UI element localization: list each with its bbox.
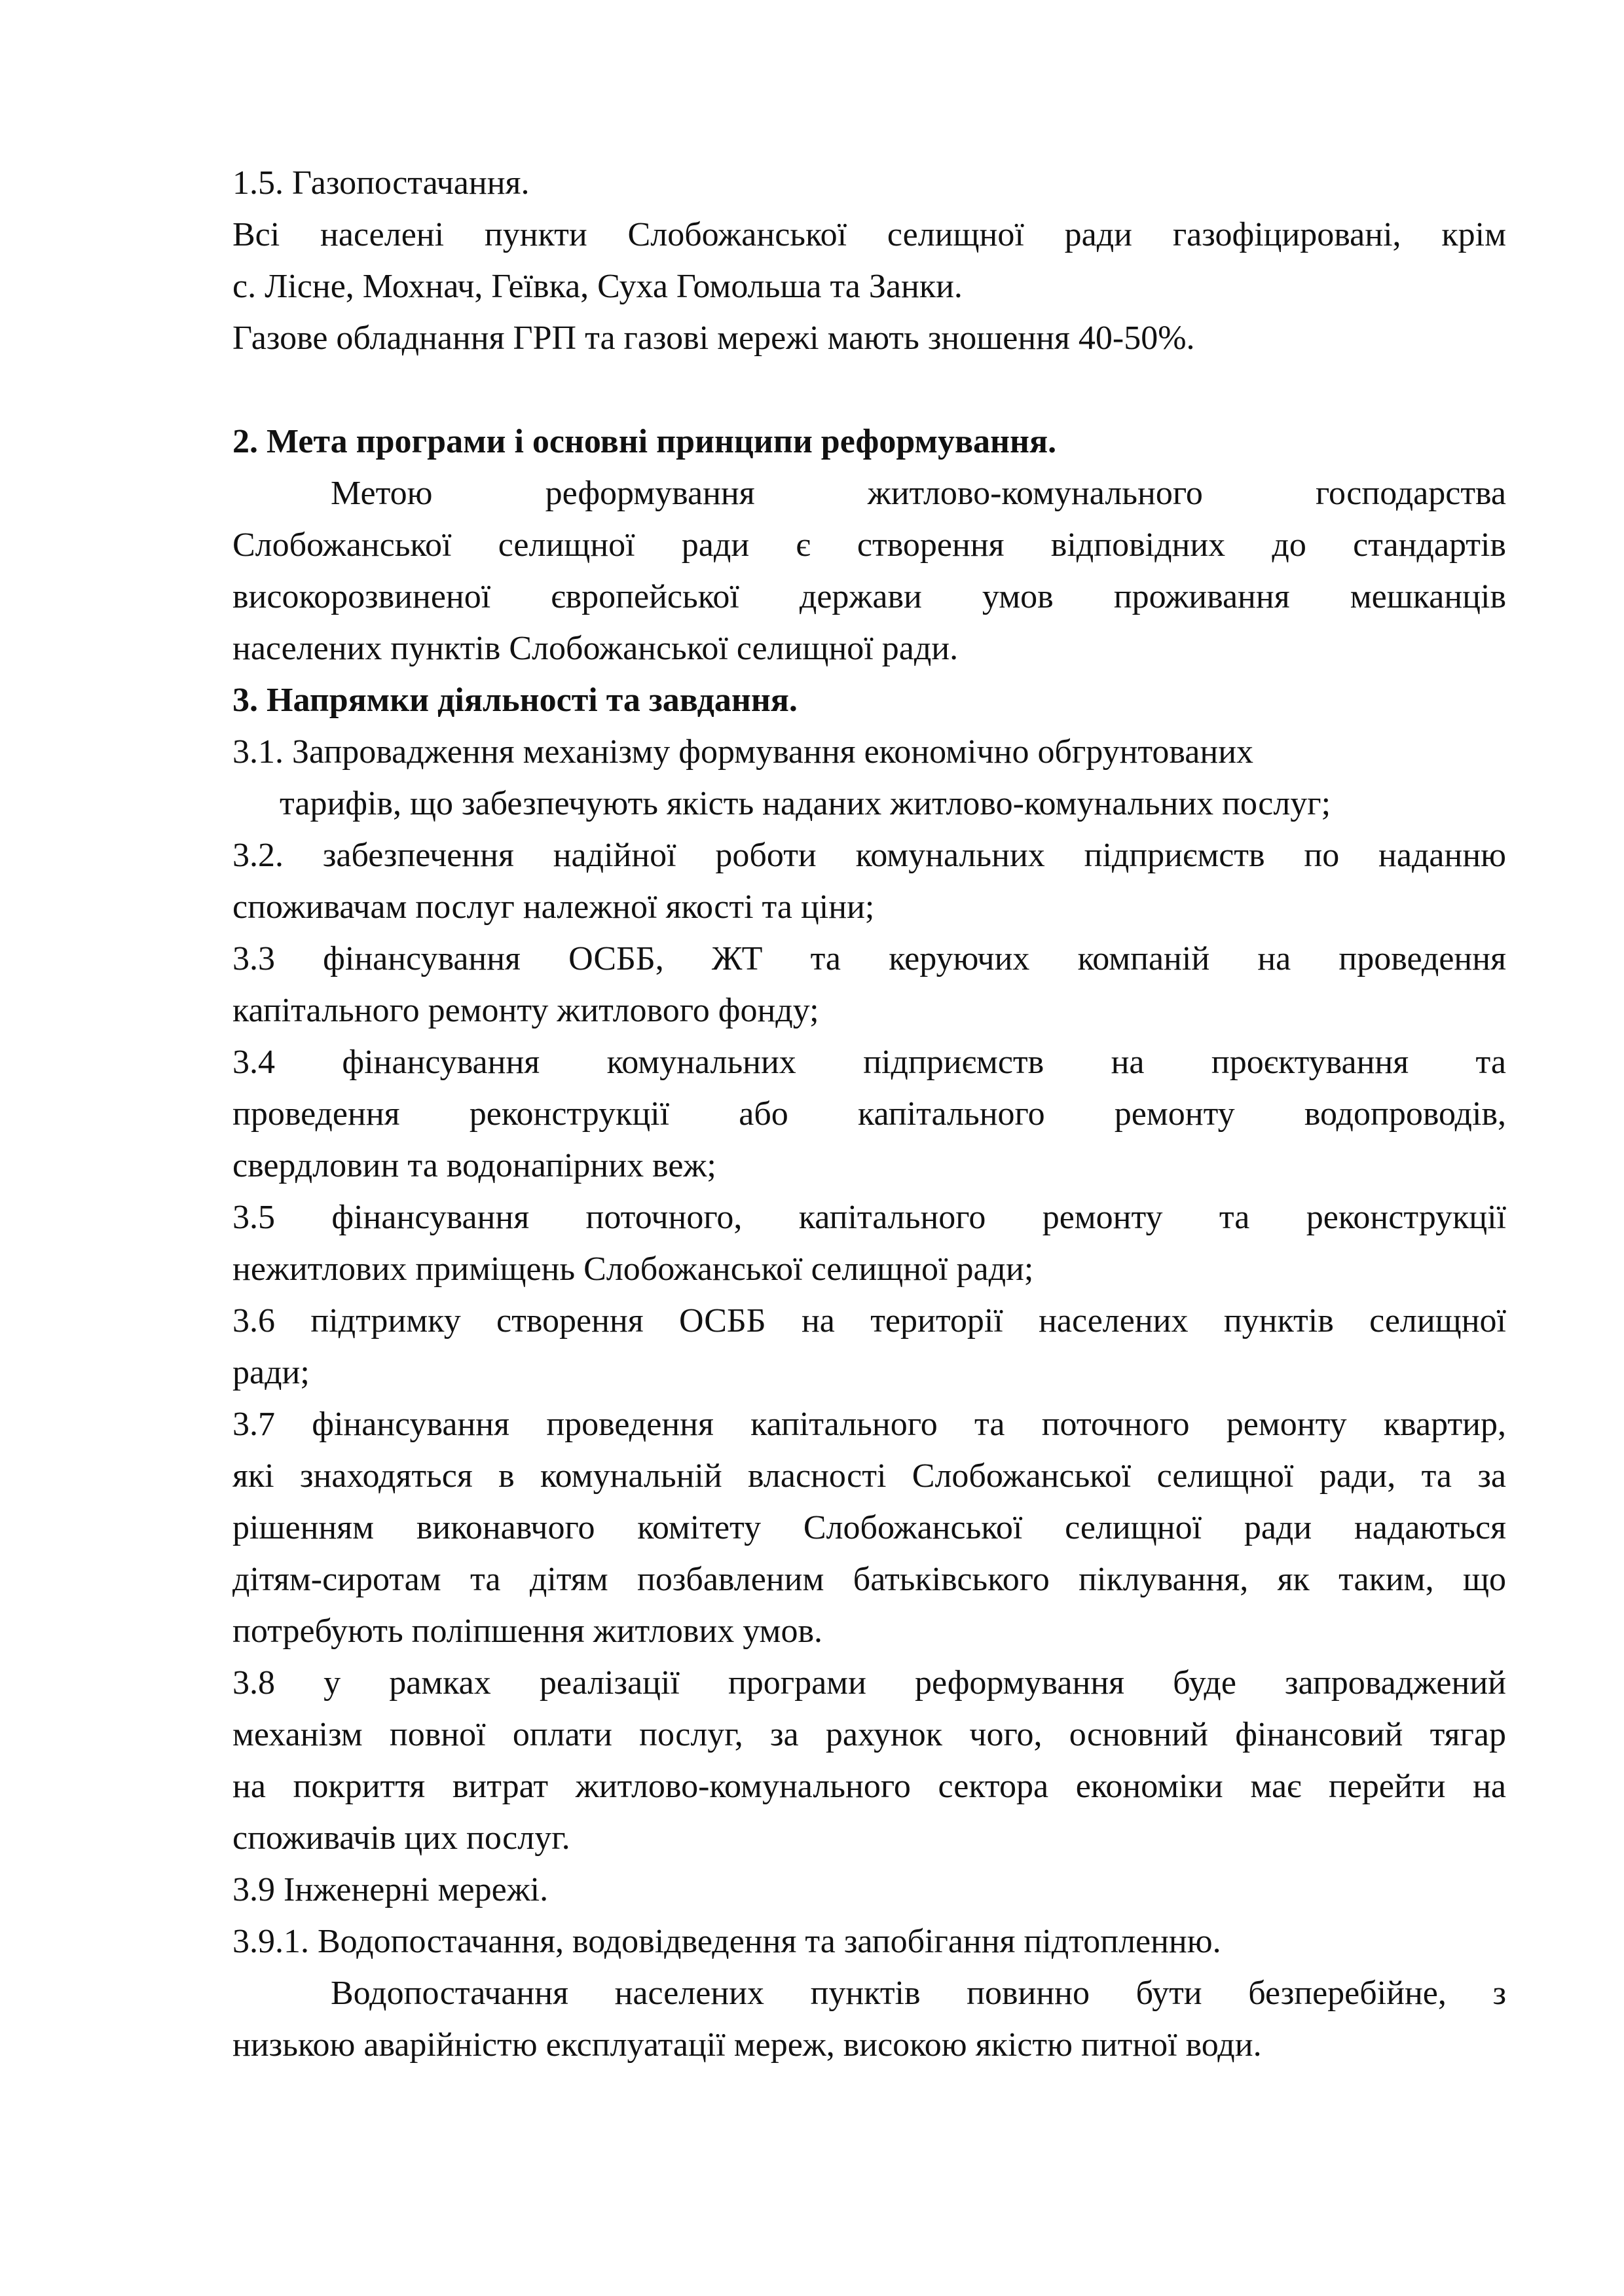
item-3-7: які знаходяться в комунальній власності Слобожанської селищної ради, та за <box>232 1457 1506 1495</box>
item-3-8: споживачів цих послуг. <box>232 1819 570 1857</box>
section-3-heading: 3. Напрямки діяльності та завдання. <box>232 682 798 719</box>
item-3-7: потребують поліпшення житлових умов. <box>232 1613 823 1650</box>
paragraph-line: Метою реформування житлово-комунального господарства <box>331 475 1506 512</box>
spacer <box>232 364 1506 416</box>
document-body <box>232 157 1506 2071</box>
item-3-9: 3.9 Інженерні мережі. <box>232 1871 549 1908</box>
item-3-7: 3.7 фінансування проведення капітального та поточного ремонту квартир, <box>232 1406 1506 1443</box>
section-2-heading: 2. Мета програми і основні принципи реформування. <box>232 423 1057 460</box>
item-3-5: 3.5 фінансування поточного, капітального ремонту та реконструкції <box>232 1199 1506 1236</box>
paragraph-line: Газове обладнання ГРП та газові мережі мають зношення 40-50%. <box>232 319 1195 357</box>
item-3-6: ради; <box>232 1354 310 1391</box>
paragraph-line: Водопостачання населених пунктів повинно бути безперебійне, з <box>331 1975 1506 2012</box>
item-3-4: 3.4 фінансування комунальних підприємств на проєктування та <box>232 1044 1506 1081</box>
item-3-2: 3.2. забезпечення надійної роботи комунальних підприємств по наданню <box>232 837 1506 874</box>
item-3-5: нежитлових приміщень Слобожанської селищної ради; <box>232 1250 1034 1288</box>
paragraph-line: Слобожанської селищної ради є створення відповідних до стандартів <box>232 526 1506 564</box>
item-3-1: тарифів, що забезпечують якість наданих житлово-комунальних послуг; <box>280 785 1331 822</box>
paragraph-line: низькою аварійністю експлуатації мереж, високою якістю питної води. <box>232 2026 1262 2064</box>
item-3-6: 3.6 підтримку створення ОСББ на території населених пунктів селищної <box>232 1302 1506 1339</box>
paragraph-line: с. Лісне, Мохнач, Геївка, Суха Гомольша та Занки. <box>232 268 963 305</box>
item-3-2: споживачам послуг належної якості та ціни; <box>232 888 875 926</box>
item-3-1: 3.1. Запровадження механізму формування економічно обгрунтованих <box>232 733 1254 771</box>
item-3-8: на покриття витрат житлово-комунального сектора економіки має перейти на <box>232 1768 1506 1805</box>
paragraph-line: Всі населені пункти Слобожанської селищної ради газофіцировані, крім <box>232 216 1506 253</box>
item-3-7: рішенням виконавчого комітету Слобожанської селищної ради надаються <box>232 1509 1506 1546</box>
item-3-9-1: 3.9.1. Водопостачання, водовідведення та запобігання підтопленню. <box>232 1923 1221 1960</box>
item-3-8: механізм повної оплати послуг, за рахунок чого, основний фінансовий тягар <box>232 1716 1506 1753</box>
paragraph-line: населених пунктів Слобожанської селищної ради. <box>232 630 959 667</box>
item-3-4: свердловин та водонапірних веж; <box>232 1147 716 1184</box>
paragraph-line: високорозвиненої європейської держави умов проживання мешканців <box>232 578 1506 615</box>
item-3-7: дітям-сиротам та дітям позбавленим батьківського піклування, як таким, що <box>232 1561 1506 1598</box>
item-3-8: 3.8 у рамках реалізації програми реформування буде запроваджений <box>232 1664 1506 1702</box>
item-3-3: 3.3 фінансування ОСББ, ЖТ та керуючих компаній на проведення <box>232 940 1506 977</box>
section-1-5-heading: 1.5. Газопостачання. <box>232 164 530 202</box>
item-3-4: проведення реконструкції або капітального ремонту водопроводів, <box>232 1095 1506 1133</box>
item-3-3: капітального ремонту житлового фонду; <box>232 992 819 1029</box>
